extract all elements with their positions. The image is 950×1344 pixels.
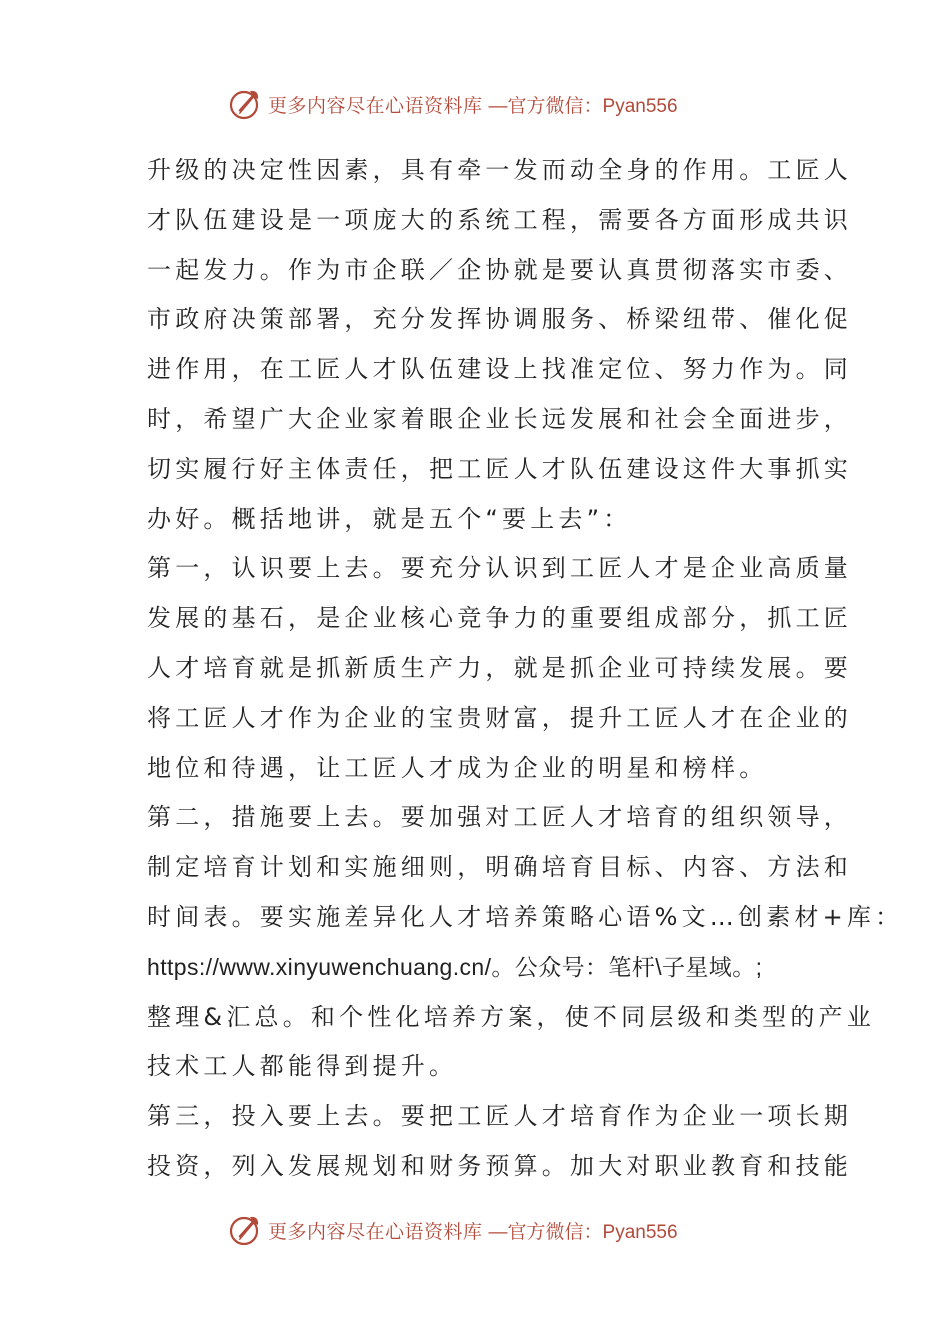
text-line: 市政府决策部署，充分发挥协调服务、桥梁纽带、催化促 — [147, 305, 852, 334]
text-line: 时间表。要实施差异化人才培养策略心语%文…创素材+库： — [147, 902, 904, 931]
header-contact-text: —官方微信：Pyan556 — [488, 95, 678, 117]
header-banner — [228, 84, 748, 124]
text-line: 时，希望广大企业家着眼企业长远发展和社会全面进步， — [147, 404, 852, 433]
text-line: 第二，措施要上去。要加强对工匠人才培育的组织领导， — [147, 803, 852, 832]
text-line: 整理&汇总。和个性化培养方案，使不同层级和类型的产业 — [147, 1002, 875, 1031]
text-line: 办好。概括地讲，就是五个“要上去”： — [147, 504, 632, 533]
text-line: 人才培育就是抓新质生产力，就是抓企业可持续发展。要 — [147, 653, 852, 682]
text-line: 地位和待遇，让工匠人才成为企业的明星和榜样。 — [147, 753, 768, 782]
text-line: 第一，认识要上去。要充分认识到工匠人才是企业高质量 — [147, 554, 852, 583]
text-line: 才队伍建设是一项庞大的系统工程，需要各方面形成共识 — [147, 205, 852, 234]
text-line: 进作用，在工匠人才队伍建设上找准定位、努力作为。同 — [147, 355, 852, 384]
text-line: 投资，列入发展规划和财务预算。加大对职业教育和技能 — [147, 1151, 852, 1180]
text-line: 第三，投入要上去。要把工匠人才培育作为企业一项长期 — [147, 1102, 852, 1131]
text-line-url: https://www.xinyuwenchuang.cn/。公众号：笔杆\子星域。; — [147, 953, 763, 980]
text-line: 制定培育计划和实施细则，明确培育目标、内容、方法和 — [147, 853, 852, 882]
header-brand-text: 更多内容尽在心语资料库 — [268, 94, 483, 117]
footer-contact-text: —官方微信：Pyan556 — [488, 1221, 678, 1243]
footer-banner — [228, 1210, 748, 1250]
text-line: 技术工人都能得到提升。 — [147, 1052, 458, 1081]
text-line: 将工匠人才作为企业的宝贵财富，提升工匠人才在企业的 — [147, 703, 852, 732]
text-line: 升级的决定性因素，具有牵一发而动全身的作用。工匠人 — [147, 156, 852, 184]
text-line: 一起发力。作为市企联／企协就是要认真贯彻落实市委、 — [147, 255, 852, 284]
text-line: 切实履行好主体责任，把工匠人才队伍建设这件大事抓实 — [147, 454, 852, 483]
text-line: 发展的基石，是企业核心竞争力的重要组成部分，抓工匠 — [147, 604, 852, 633]
footer-brand-text: 更多内容尽在心语资料库 — [268, 1220, 483, 1243]
quill-logo-icon — [228, 1213, 262, 1247]
quill-logo-icon — [228, 87, 262, 121]
body-text — [147, 146, 904, 1192]
